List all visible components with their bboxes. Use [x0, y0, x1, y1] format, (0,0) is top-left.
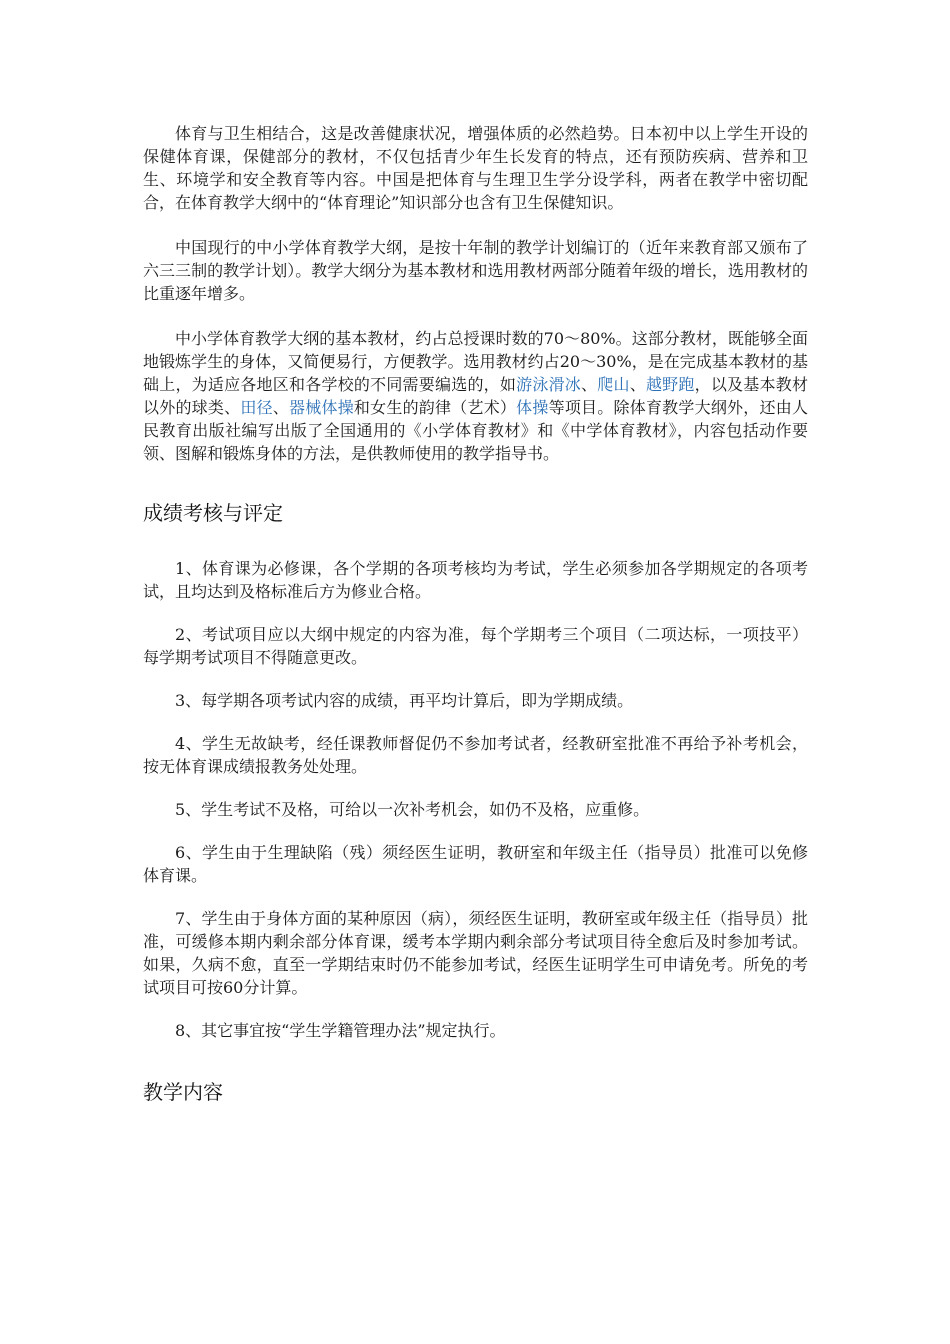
- link-gymnastics[interactable]: 体操: [516, 398, 549, 417]
- separator: 、: [272, 398, 290, 417]
- intro-paragraph-3-text-a: 中小学体育教学大纲的基本教材，约占总授课时数的70～80%。这部分教材，既能够全面地锻炼学生的身体，又简便易行，方便教学。选用教材约占20～30%，是在完成基本教材的基础上，为适应各地区和各学校的不同需要编选的，如: [143, 329, 808, 394]
- section-heading-assessment: 成绩考核与评定: [143, 501, 283, 525]
- link-apparatus-gymnastics[interactable]: 器械体操: [289, 398, 354, 417]
- assessment-item-3: 3、每学期各项考试内容的成绩，再平均计算后，即为学期成绩。: [175, 691, 634, 710]
- link-track-field[interactable]: 田径: [240, 398, 273, 417]
- link-skating[interactable]: 滑冰: [548, 375, 582, 394]
- intro-paragraph-1: 体育与卫生相结合，这是改善健康状况，增强体质的必然趋势。日本初中以上学生开设的保健体育课，保健部分的教材，不仅包括青少年生长发育的特点，还有预防疾病、营养和卫生、环境学和安全教育等内容。中国是把体育与生理卫生学分设学科，两者在教学中密切配合，在体育教学大纲中的“体育理论”知识部分也含有卫生保健知识。: [143, 124, 808, 212]
- intro-paragraph-3-text-c: 和女生的韵律（艺术）: [353, 398, 517, 417]
- separator: 、: [629, 375, 646, 394]
- assessment-item-2: 2、考试项目应以大纲中规定的内容为准，每个学期考三个项目（二项达标，一项技平）每学期考试项目不得随意更改。: [143, 625, 808, 667]
- assessment-item-7: 7、学生由于身体方面的某种原因（病），须经医生证明，教研室或年级主任（指导员）批准，可缓修本期内剩余部分体育课，缓考本学期内剩余部分考试项目待全愈后及时参加考试。如果，久病不愈，直至一学期结束时仍不能参加考试，经医生证明学生可申请免考。所免的考试项目可按60分计算。: [143, 909, 808, 997]
- intro-paragraph-2: 中国现行的中小学体育教学大纲，是按十年制的教学计划编订的（近年来教育部又颁布了六三三制的教学计划）。教学大纲分为基本教材和选用教材两部分随着年级的增长，选用教材的比重逐年增多。: [143, 238, 808, 303]
- assessment-item-8: 8、其它事宜按“学生学籍管理办法”规定执行。: [175, 1021, 506, 1040]
- link-swimming[interactable]: 游泳: [516, 375, 549, 394]
- intro-paragraph-3: [143, 327, 808, 465]
- document-body: [143, 122, 808, 1106]
- assessment-item-5: 5、学生考试不及格，可给以一次补考机会，如仍不及格，应重修。: [175, 800, 650, 819]
- assessment-item-6: 6、学生由于生理缺陷（残）须经医生证明，教研室和年级主任（指导员）批准可以免修体育课。: [143, 843, 808, 885]
- section-heading-teaching-content: 教学内容: [143, 1080, 223, 1104]
- assessment-item-4: 4、学生无故缺考，经任课教师督促仍不参加考试者，经教研室批准不再给予补考机会，按无体育课成绩报教务处处理。: [143, 734, 808, 776]
- intro-paragraph-3-text-d: 等项目。除体育教学大纲外，还由人民教育出版社编写出版了全国通用的《小学体育教材》和《中学体育教材》，内容包括动作要领、图解和锻炼身体的方法，是供教师使用的教学指导书。: [143, 398, 808, 463]
- link-cross-country[interactable]: 越野跑: [645, 375, 695, 394]
- assessment-item-1: 1、体育课为必修课，各个学期的各项考核均为考试，学生必须参加各学期规定的各项考试，且均达到及格标准后方为修业合格。: [143, 559, 808, 601]
- intro-paragraph-3-text-b: ，以及基本教材以外的球类、: [143, 375, 808, 417]
- separator: 、: [581, 375, 598, 394]
- link-climbing[interactable]: 爬山: [597, 375, 630, 394]
